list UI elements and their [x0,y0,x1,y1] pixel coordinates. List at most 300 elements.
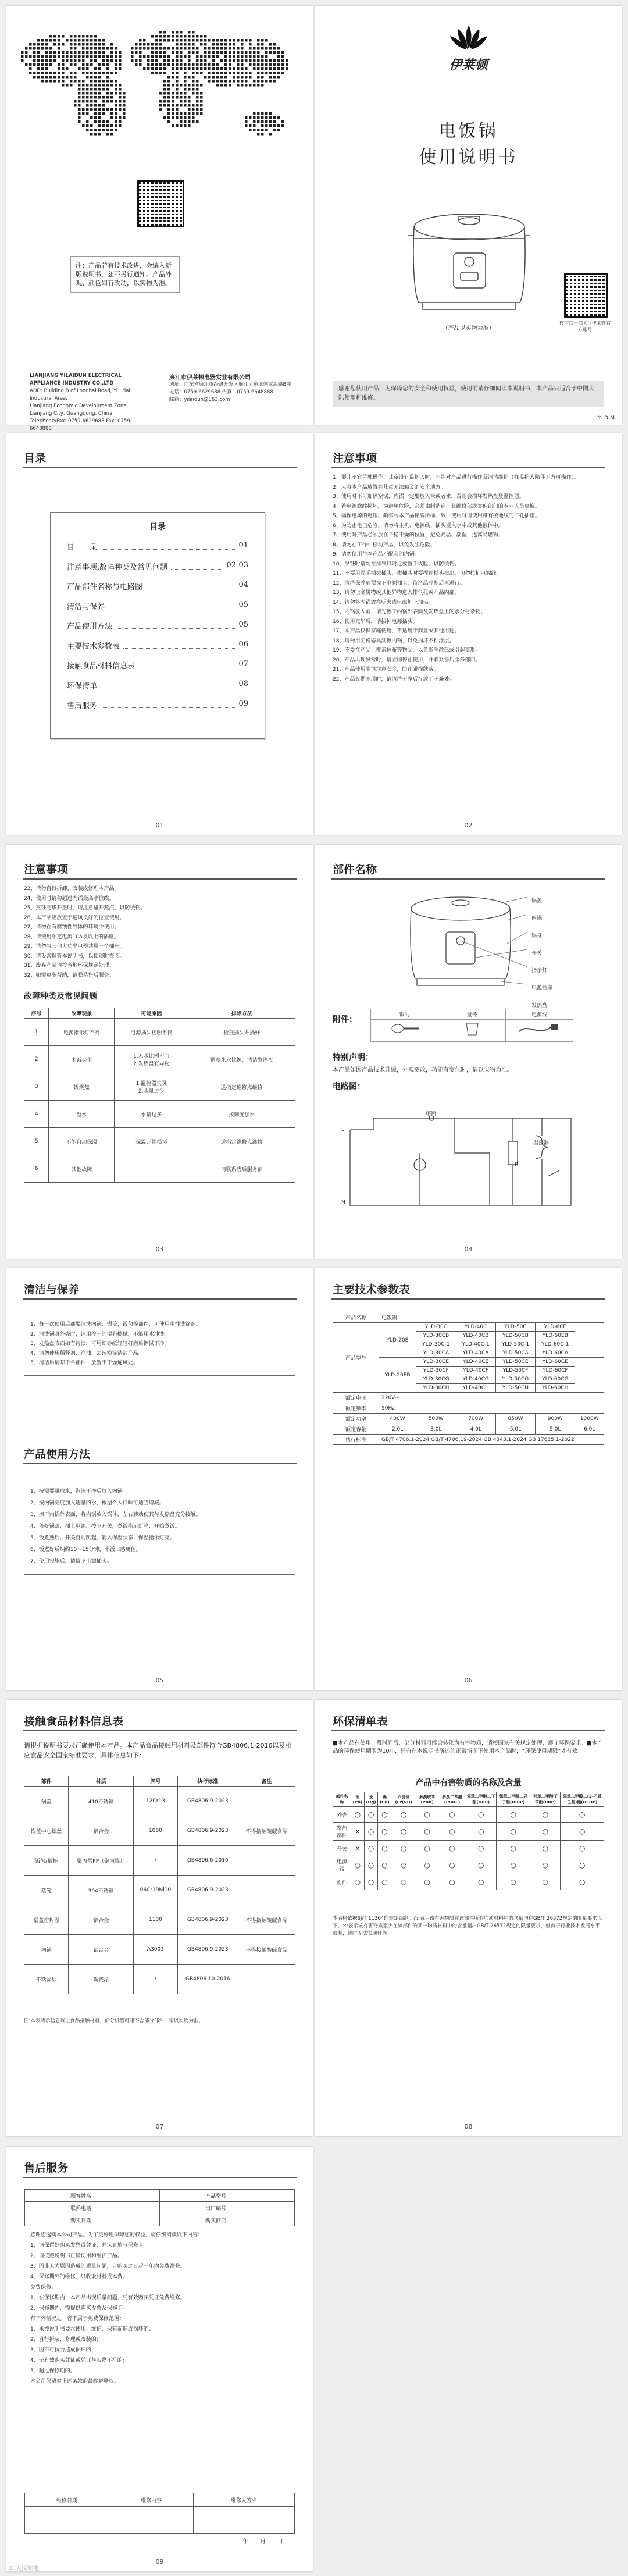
toc-item[interactable] [67,561,248,572]
env-mark: ○ [351,1807,364,1823]
env-mark: × [351,1841,364,1856]
toc-item-page: 05 [238,620,248,629]
materials-cell: 饭勺/量杯 [24,1846,69,1876]
model-cell: YLD-30CA [416,1349,456,1358]
company-info-cn: 廉江市伊莱顿电器实业有限公司 地址：广东省廉江市经济开发区廉江大道北侧龙海路B座 电话：0759-6629688 传真：0759-6648888 邮箱：yilaidun@163.com [169,375,291,403]
use-heading: 产品使用方法 [24,1448,91,1461]
toc-item-label: 接触食品材料信息表 [67,662,135,671]
service-repair-cell: 维修人签名 [194,2493,295,2507]
accessory-cup: 量杯 [438,1009,506,1041]
faults-cell: 米饭夹生 [49,1046,115,1073]
env-table-title: 产品中有害物质的名称及含量 [415,1778,522,1788]
note-item: 本公司保留对上述条款的最终解释权。 [30,2379,120,2385]
faults-cell: 其他故障 [49,1155,115,1183]
service-repair-row [25,2520,295,2534]
note-item: 3、擦干内锅外表面，将内锅放入锅体，左右转动使其与发热盘充分接触。 [30,1512,201,1518]
notes-heading: 注意事项 [24,863,69,876]
env-mark: ○ [378,1807,391,1823]
materials-cell: 锅盖 [24,1787,69,1816]
env-mark: × [351,1823,364,1841]
circuit-label-thermostat: 温控器 [533,1140,550,1146]
spec-freq: 50Hz [379,1403,604,1414]
note-item: 30、请妥善保管本说明书，以便随时查阅。 [24,953,125,959]
service-heading: 售后服务 [24,2162,69,2175]
note-item: 1、按需要量取米，淘洗干净后放入内锅。 [30,1489,128,1495]
spec-name-value: 电饭锅 [379,1312,604,1323]
note-item: 2、按内锅刻度加入适量的水，根据个人口味可适当增减。 [30,1500,165,1506]
spec-power-label: 额定功率 [333,1414,379,1424]
toc-item[interactable] [67,620,248,631]
note-item: 免费保修： [30,2285,57,2290]
notes-heading: 注意事项 [333,452,377,465]
model-cell: YLD-40CF [456,1367,495,1375]
faults-col-header: 排除方法 [188,1008,295,1019]
env-row [333,1874,604,1890]
service-page [6,2147,313,2571]
env-mark: ○ [416,1823,438,1841]
model-cell: YLD-50CH [495,1384,535,1393]
model-cell: YLD-40CH [456,1384,495,1393]
measuring-cup-icon [461,1020,484,1037]
env-col-header: 多溴联苯(PBB) [416,1792,438,1807]
spec-cap-label: 额定容量 [333,1424,379,1435]
env-mark: ○ [530,1841,561,1856]
faults-cell [115,1155,188,1183]
model-cell: YLD-40CA [456,1349,495,1358]
materials-footer: 注:本表所示信息以上食品接触材料，部分机型可能不含部分部件，请以实物为准。 [24,2018,204,2024]
circuit-diagram [338,1095,594,1223]
env-mark: ○ [378,1841,391,1856]
toc-item[interactable] [67,640,248,651]
cover-back-page [6,6,313,432]
env-mark: ○ [561,1807,604,1823]
materials-cell: 不得接触酸碱食品 [238,1816,295,1846]
env-mark: ○ [416,1807,438,1823]
faults-table [24,1008,295,1183]
spec-model-label: 产品型号 [333,1323,379,1393]
env-mark: ○ [416,1874,438,1890]
env-part: 附件 [333,1874,351,1890]
note-item: 11、不要用湿手插拔插头，拔插头时要捏住插头拔出，切勿拉扯电源线。 [333,571,502,577]
note-item: 有下列情况之一者不属于免费保修范围： [30,2316,125,2322]
watermark: © 人民邮电 [8,2566,40,2572]
env-mark: ○ [561,1841,604,1856]
env-mark: ○ [391,1807,416,1823]
spec-voltage-label: 额定电压 [333,1393,379,1403]
toc-heading: 目录 [24,452,47,465]
accessories-label: 附件： [333,1015,357,1024]
model-pad [575,1323,604,1358]
materials-cell: / [133,1846,177,1876]
faults-title: 故障种类及常见问题 [24,990,97,1002]
note-item: 感谢您选购本公司产品，为了更好地保障您的权益，请仔细阅读以下内容： [30,2232,204,2238]
toc-item-label: 目 录 [67,543,98,552]
service-info-row [25,2190,295,2202]
materials-cell: 12Cr13 [133,1787,177,1816]
materials-cell: A3003 [133,1935,177,1965]
note-item: 1、每一次使用后都要清洗内锅、锅盖、饭勺等部件，可使用中性洗涤剂。 [30,1322,201,1328]
note-item: 15、内锅放入前，请先擦干内锅外表面及发热盘上的水分与杂物。 [333,609,486,615]
note-item: 2、清洗锅身外壳时，请用拧干的湿布擦拭，不能用水冲洗。 [30,1331,170,1337]
service-info-cell[interactable] [272,2190,295,2202]
page-number: 04 [464,1246,473,1253]
note-item: 1、在保修期内，本产品出现质量问题，凭有效购买凭证免费维修。 [30,2295,185,2301]
note-item: 21、产品使用中请注意安全，防止碰撞跌落。 [333,667,439,673]
spec-freq-label: 额定频率 [333,1403,379,1414]
note-item: 22、产品长期不用时，请清洁干净后存放于干燥处。 [333,676,455,682]
faults-cell: 不能自动保温 [49,1128,115,1155]
env-mark: ○ [438,1856,466,1874]
part-callout: 开关 [531,951,543,956]
model-cell: YLD-30C-1 [416,1340,456,1349]
env-mark: ○ [364,1841,378,1856]
note-item: 1、请保留好购买发票或凭证，并认真填写保修卡。 [30,2243,149,2248]
env-part: 外壳 [333,1807,351,1823]
service-card [24,2189,295,2550]
env-mark: ○ [561,1823,604,1841]
model-cell: YLD-40C-1 [456,1340,495,1349]
note-item: 8、请勿在工作中移动产品，以免发生危险。 [333,542,436,548]
env-mark: ○ [561,1856,604,1874]
service-info-cell: 顾客姓名 [25,2190,137,2202]
spec-power: 900W [536,1414,575,1424]
note-item: 4、请勿使用稀释剂、汽油、去污粉等清洁产品。 [30,1350,144,1357]
notes-page-2 [6,845,313,1259]
toc-item-page: 09 [238,699,248,708]
faults-cell: 检查插头并插好 [188,1019,295,1046]
company-info-en: LIANJIANG YILAIDUN ELECTRICAL APPLIANCE INDUSTRY CO.,LTD ADD: Building B of Longhai Road, Yi...rial Industrial Area, Lianjiang Economic Development Zone, Lianjiang City, Guangdong, China Telephone/Fax: 0759-6629688 Fax: 0759-6648888 [30,373,132,432]
note-item: 6、饭煮好后焖约10～15分钟，米饭口感更佳。 [30,1547,141,1553]
service-repair-row [25,2507,295,2520]
faults-row [24,1101,295,1128]
materials-cell: 06Cr19Ni10 [133,1876,177,1905]
env-mark: ○ [530,1807,561,1823]
env-mark: ○ [466,1856,496,1874]
qr-caption: 微信扫一扫关注伊莱顿官方账号 [559,321,611,332]
brand-name: 伊莱顿 [449,58,488,73]
materials-col-header: 材质 [69,1776,133,1787]
note-item: 7、使用时产品必须放在平稳干燥的位置，避免高温、潮湿，远离易燃物。 [333,532,504,538]
service-repair-cell[interactable] [194,2507,295,2520]
env-mark: ○ [438,1823,466,1841]
page-number: 05 [155,1677,164,1684]
model-cell: YLD-60CA [536,1349,575,1358]
model-cell: YLD-60CE [536,1358,575,1367]
notes-page-1 [315,433,622,835]
env-intro: ■本产品在使用一段时间后，部分材料可能会转化为有害物质，请按国家有关规定处理，遵守环保要求。■本产品的环保使用期限为10年，只有在本说明书所述的正常情况下使用本产品时，“环保使用期限”才有效。 [333,1740,603,1755]
circuit-label-l: L [341,1127,345,1133]
env-mark: ○ [364,1807,378,1823]
faults-cell: 2 [24,1046,49,1073]
faults-cell: 电源指示灯不亮 [49,1019,115,1046]
toc-item[interactable] [67,660,248,671]
materials-cell [238,1787,295,1816]
toc-item[interactable] [67,600,248,611]
env-col-header: 部件名称 [333,1792,351,1807]
part-callout: 内锅 [531,916,543,921]
accessory-cord: 电源线 [506,1009,573,1041]
note-item: 5、清洁后请晾干各部件，放置于干燥通风处。 [30,1360,138,1366]
env-part: 电源线 [333,1856,351,1874]
model-cell: YLD-60CH [536,1384,575,1393]
accessory-spoon: 饭勺 [371,1009,438,1041]
service-repair-row [25,2493,295,2507]
model-series: YLD-20EB [379,1358,416,1393]
note-item: 23、请勿自行拆卸、改装或修理本产品。 [24,886,120,892]
env-mark: ○ [351,1856,364,1874]
spoon-icon [387,1020,422,1037]
materials-cell: GB4806.9-2023 [177,1876,238,1905]
spec-std: GB/T 4706.1-2024 GB/T 4706.19-2024 GB 4343.1-2024 GB 17625.1-2022 [379,1435,604,1445]
model-cell: YLD-50C-1 [495,1340,535,1349]
materials-row [24,1816,295,1846]
note-item: 3、因不可抗力造成损坏的； [30,2347,97,2353]
model-cell: YLD-30CB [416,1332,456,1340]
materials-cell: 不粘涂层 [24,1965,69,1994]
materials-cell [238,1846,295,1876]
note-item: 4、保修期外的维修，只收取材料成本费。 [30,2274,128,2280]
note-item: 12、清洁保养前须拔下电源插头，待产品冷却后再进行。 [333,580,465,586]
env-col-header: 邻苯二甲酸丁苄酯(BBP) [530,1792,561,1807]
spec-name-label: 产品名称 [333,1312,379,1323]
note-item: 14、请勿将内锅放在明火或电磁炉上加热。 [333,599,434,606]
env-row [333,1856,604,1874]
materials-page [6,1700,313,2136]
materials-row [24,1787,295,1816]
env-col-header: 汞(Hg) [364,1792,378,1807]
env-mark: ○ [466,1841,496,1856]
service-info-cell[interactable] [272,2214,295,2226]
service-repair-cell[interactable] [25,2507,109,2520]
spec-std-label: 执行标准 [333,1435,379,1445]
service-info-cell[interactable] [137,2190,160,2202]
env-col-header: 多溴二苯醚(PBDE) [438,1792,466,1807]
service-info-cell: 出厂编号 [159,2202,272,2214]
env-mark: ○ [530,1856,561,1874]
toc-inner-title: 目录 [149,522,166,532]
materials-row [24,1846,295,1876]
materials-row [24,1965,295,1994]
env-mark: ○ [391,1823,416,1841]
toc-item-page: 08 [238,679,248,688]
materials-col-header: 部件 [24,1776,69,1787]
materials-cell: / [133,1965,177,1994]
faults-col-header: 序号 [24,1008,49,1019]
note-item: 31、废弃产品请按当地环保规定处理。 [24,963,115,969]
spec-voltage: 220V~ [379,1393,604,1403]
service-info-row [25,2202,295,2214]
model-row [333,1323,604,1332]
service-repair-table [24,2493,295,2534]
model-cell: YLD-30C [416,1323,456,1332]
faults-cell: 保温元件损坏 [115,1128,188,1155]
model-cell: YLD-50C [495,1323,535,1332]
note-item: 20、产品出现异常时，请立即停止使用，并联系售后服务部门。 [333,657,481,663]
note-item: 5、饭煮熟后，开关自动跳起，转入保温状态，保温指示灯亮。 [30,1535,175,1541]
service-repair-cell[interactable] [25,2520,109,2534]
materials-row [24,1905,295,1935]
note-item: 1、未按说明书要求使用、维护、保管而造成损坏的； [30,2326,154,2332]
env-mark: ○ [364,1823,378,1841]
toc-item-page: 04 [238,581,248,589]
materials-intro: 请根据说明书要求正确使用本产品。本产品食品接触用材料及部件符合GB4806.1-2016以及相应食品安全国家标准要求，具体信息如下： [24,1742,292,1759]
toc-list [67,541,248,710]
toc-item-page: 02-03 [226,561,248,570]
page-number: 02 [464,821,473,829]
model-cell: YLD-30CF [416,1367,456,1375]
faults-cell: 送指定维修点维修 [188,1128,295,1155]
env-mark: ○ [438,1807,466,1823]
toc-item-label: 环保清单 [67,682,98,691]
env-col-header: 铅(Pb) [351,1792,364,1807]
note-item: 18、请勿用尖锐器具刮擦内锅，以免损坏不粘涂层。 [333,638,455,644]
faults-cell: 电源插头接触不良 [115,1019,188,1046]
note-item: 4、盖好锅盖，插上电源，按下开关，煮饭指示灯亮，开始煮饭。 [30,1524,180,1529]
toc-item[interactable] [67,581,248,592]
env-mark: ○ [438,1841,466,1856]
model-pad [575,1358,604,1393]
env-mark: ○ [530,1874,561,1890]
spec-power: 400W [379,1414,416,1424]
env-mark: ○ [364,1874,378,1890]
materials-cell: 304不锈钢 [69,1876,133,1905]
service-terms [24,2226,295,2393]
cover-title: 电饭锅 [438,121,498,141]
cover-subtitle: 使用说明书 [419,147,518,168]
service-repair-cell[interactable] [194,2520,295,2534]
toc-item[interactable] [67,541,248,552]
service-info-cell[interactable] [137,2214,160,2226]
service-info-cell: 产品型号 [159,2190,272,2202]
faults-cell: 饭烧焦 [49,1073,115,1101]
env-mark: ○ [378,1874,391,1890]
materials-cell: 410不锈钢 [69,1787,133,1816]
part-callout: 指示灯 [531,968,548,974]
materials-cell: 1100 [133,1905,177,1935]
model-cell: YLD-60E [536,1323,575,1332]
materials-col-header: 备注 [238,1776,295,1787]
page-number: 03 [155,1246,164,1253]
model-cell: YLD-50CG [495,1375,535,1384]
note-item: 4、无有效购买凭证或凭证与实物不符的； [30,2358,128,2364]
model-cell: YLD-50CF [495,1367,535,1375]
env-mark: ○ [497,1874,530,1890]
materials-cell: 锅盖中心螺丝 [24,1816,69,1846]
note-item: 6、为防止电击危险，请勿将主机、电源线、插头浸入水中或其他液体中。 [333,522,504,529]
materials-cell: GB4806.10-2016 [177,1965,238,1994]
faults-cell: 1.米水比例不当 2.发热盘有异物 [115,1046,188,1073]
env-mark: ○ [378,1823,391,1841]
env-mark: ○ [561,1874,604,1890]
note-item: 3、发热盘表面如有污渍，可用细砂纸轻轻打磨后擦拭干净。 [30,1341,170,1347]
model-cell: YLD-30CG [416,1375,456,1384]
materials-cell: 内锅 [24,1935,69,1965]
env-mark: ○ [364,1856,378,1874]
circuit-label-n: N [341,1200,345,1205]
service-top-table [24,2189,295,2226]
materials-col-header: 执行标准 [177,1776,238,1787]
parts-page [315,845,622,1259]
service-info-cell[interactable] [137,2202,160,2214]
faults-col-header: 故障现象 [49,1008,115,1019]
note-item: 3、使用时不可加热空锅，内锅一定要放入米或者水，否则会损坏发热盘及温控器。 [333,494,524,500]
service-info-cell: 购买商店 [159,2214,272,2226]
clean-heading: 清洁与保养 [24,1283,80,1296]
faults-cell: 送指定维修点维修 [188,1073,295,1101]
note-item: 26、本产品应放置于通风良好的位置使用。 [24,915,125,921]
circuit-label-fuse: 熔断 [426,1111,437,1117]
note-item: 17、本产品仅供家庭使用，不适用于商业或其他用途。 [333,628,460,634]
env-row [333,1807,604,1823]
spec-capacity: 6.0L [575,1424,604,1435]
faults-row [24,1155,295,1183]
service-repair-cell[interactable] [109,2520,194,2534]
spec-capacity: 3.0L [416,1424,456,1435]
env-mark: ○ [466,1874,496,1890]
env-mark: ○ [497,1807,530,1823]
materials-cell [238,1876,295,1905]
model-cell: YLD-30CE [416,1358,456,1367]
toc-item[interactable] [67,679,248,691]
page-number: 01 [155,821,164,829]
cover-note: 注：产品若有技术改进，会编入新版说明书，恕不另行通知。产品外观、颜色如有改动，以实物为准。 [70,256,180,293]
materials-cell: 陶瓷涂 [69,1965,133,1994]
official-qr-code [564,273,608,318]
note-item: 2、请按照说明书正确使用和维护产品。 [30,2253,123,2259]
model-cell: YLD-60CF [536,1367,575,1375]
note-item: 3、因非人为原因造成的质量问题，自购买之日起一年内免费维修。 [30,2264,185,2269]
special-title: 特别声明： [333,1053,373,1062]
service-date: 年 月 日 [242,2539,283,2545]
note-item: 4、若电源软线损坏，为避免危险，必须由制造商、其维修部或类似部门的专业人员更换。 [333,503,540,510]
faults-cell: 6 [24,1155,49,1183]
env-heading: 环保清单表 [333,1715,388,1728]
brand-logo-icon [448,24,490,54]
model-cell: YLD-40CB [456,1332,495,1340]
faults-cell: 1 [24,1019,49,1046]
note-item: 2、保修期内，需提供购买发票及保修卡。 [30,2305,128,2311]
service-repair-cell: 维修日期 [25,2493,109,2507]
spec-capacity: 4.0L [456,1424,495,1435]
note-item: 28、请使用额定电流10A及以上的插座。 [24,934,120,940]
materials-cell: 蒸笼 [24,1876,69,1905]
toc-item[interactable] [67,699,248,710]
materials-cell: 不得接触酸碱食品 [238,1905,295,1935]
faults-cell: 按刻度加水 [188,1101,295,1128]
service-info-row [25,2214,295,2226]
spec-capacity: 2.0L [379,1424,416,1435]
env-table [333,1792,604,1890]
doc-code: YLD-M [598,415,615,421]
faults-cell: 水量过多 [115,1101,188,1128]
env-part: 发热部件 [333,1823,351,1841]
spec-capacity: 5.0L [536,1424,575,1435]
faults-cell: 4 [24,1101,49,1128]
model-cell: YLD-60CG [536,1375,575,1384]
image-caption: （产品以实物为准） [442,325,495,332]
notes-list [24,885,295,981]
note-item: 27、请勿在有腐蚀性气体的环境中使用。 [24,924,120,930]
materials-cell: GB4806.9-2023 [177,1816,238,1846]
model-cell: YLD-50CB [495,1332,535,1340]
cover-front-page [315,6,622,425]
note-item: 24、使用时请勿超过内锅最高水位线。 [24,895,115,902]
service-info-cell[interactable] [272,2202,295,2214]
service-repair-cell[interactable] [109,2507,194,2520]
clean-box [24,1315,295,1376]
env-mark: ○ [466,1807,496,1823]
note-item: 29、请勿与其他大功率电器共用一个插座。 [24,944,125,949]
